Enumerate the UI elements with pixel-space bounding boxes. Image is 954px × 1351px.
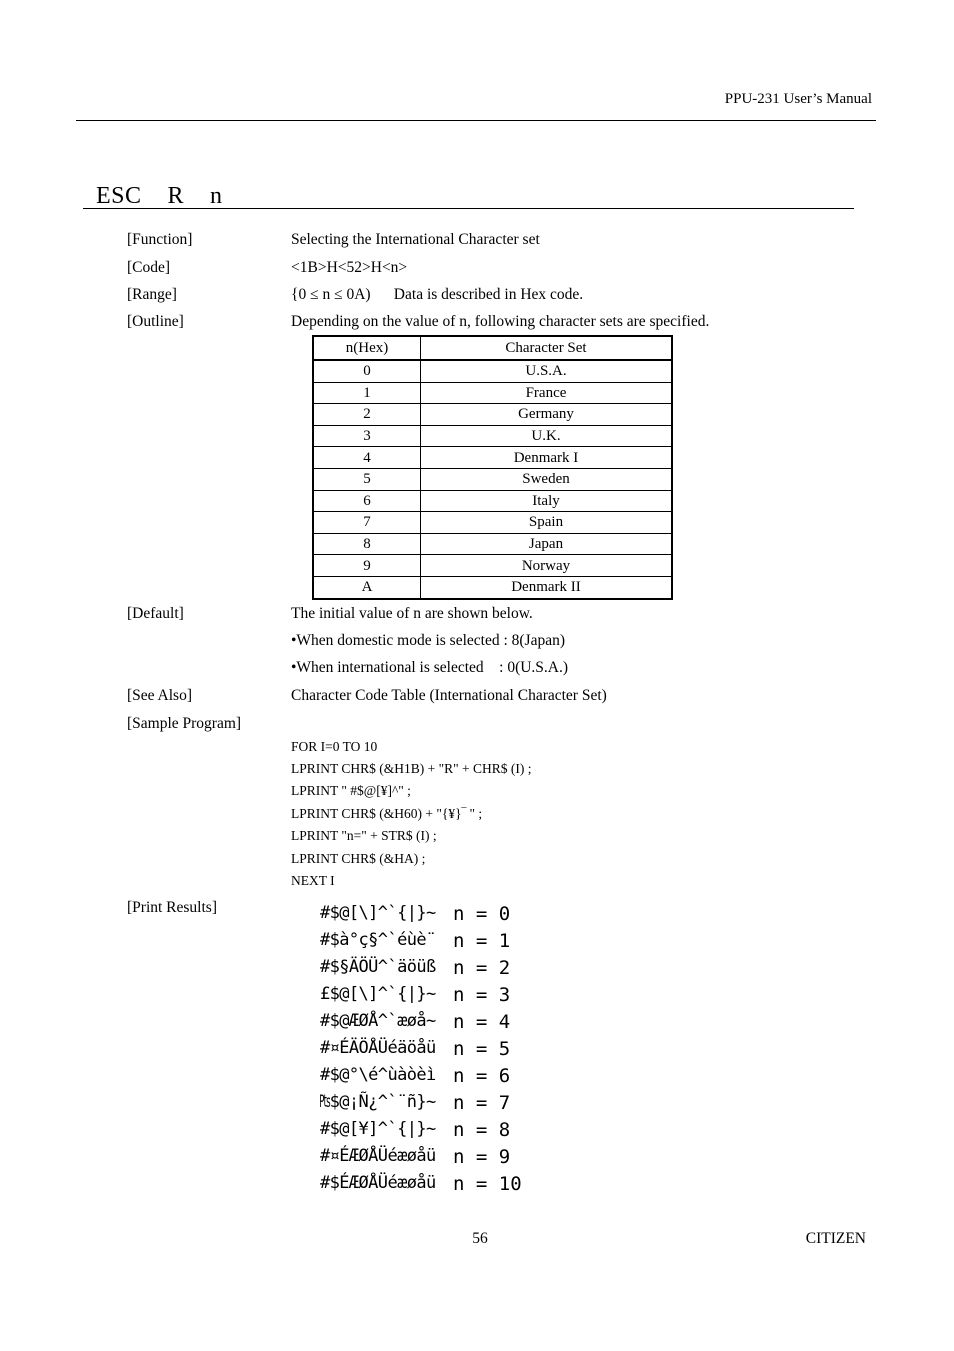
print-result-n: n = 7 <box>453 1092 511 1114</box>
table-cell-charset: Denmark II <box>421 576 673 598</box>
print-result-chars: #$@[\]^`{|}~ <box>320 903 436 923</box>
print-result-n: n = 6 <box>453 1065 511 1087</box>
table-cell-charset: U.K. <box>421 425 673 447</box>
charset-table <box>312 335 673 600</box>
table-cell-n: 4 <box>313 447 421 469</box>
print-result-n: n = 3 <box>453 984 511 1006</box>
footer-brand: CITIZEN <box>805 1230 866 1247</box>
table-row <box>313 447 672 469</box>
default-label: [Default] <box>127 605 184 622</box>
outline-label: [Outline] <box>127 313 184 330</box>
print-result-n: n = 9 <box>453 1146 511 1168</box>
table-cell-charset: Sweden <box>421 468 673 490</box>
table-cell-charset: France <box>421 382 673 404</box>
table-header-charset: Character Set <box>421 336 673 360</box>
table-cell-n: 3 <box>313 425 421 447</box>
sample-program-label: [Sample Program] <box>127 715 242 732</box>
table-row <box>313 533 672 555</box>
print-result-n: n = 0 <box>453 903 511 925</box>
see-also-value: Character Code Table (International Character Set) <box>291 687 607 704</box>
table-cell-n: A <box>313 576 421 598</box>
table-header-n: n(Hex) <box>313 336 421 360</box>
print-results-label: [Print Results] <box>127 899 217 916</box>
code-line: LPRINT CHR$ (&H1B) + "R" + CHR$ (I) ; <box>291 761 532 776</box>
range-value: {0 ≤ n ≤ 0A) Data is described in Hex code. <box>291 286 584 303</box>
see-also-label: [See Also] <box>127 687 193 704</box>
table-header-row <box>313 336 672 360</box>
function-label: [Function] <box>127 231 193 248</box>
print-result-chars: #$à°ç§^`éùè¨ <box>320 930 436 950</box>
table-row <box>313 360 672 382</box>
table-cell-n: 8 <box>313 533 421 555</box>
code-line: NEXT I <box>291 873 335 888</box>
table-cell-charset: Spain <box>421 512 673 534</box>
command-title: ESC R n <box>96 183 223 209</box>
print-result-n: n = 8 <box>453 1119 511 1141</box>
print-result-n: n = 4 <box>453 1011 511 1033</box>
print-result-chars: #$§ÄÖÜ^`äöüß <box>320 957 436 977</box>
table-row <box>313 490 672 512</box>
print-result-chars: £$@[\]^`{|}~ <box>320 984 436 1004</box>
print-result-n: n = 5 <box>453 1038 511 1060</box>
table-cell-charset: Denmark I <box>421 447 673 469</box>
default-value: The initial value of n are shown below. <box>291 605 533 622</box>
table-cell-charset: Japan <box>421 533 673 555</box>
print-result-chars: #$@[¥]^`{|}~ <box>320 1119 436 1139</box>
function-value: Selecting the International Character set <box>291 231 540 248</box>
table-row <box>313 382 672 404</box>
code-line: LPRINT " #$@[¥]^" ; <box>291 783 411 798</box>
table-cell-n: 6 <box>313 490 421 512</box>
code-line: LPRINT CHR$ (&HA) ; <box>291 851 426 866</box>
code-line: LPRINT "n=" + STR$ (I) ; <box>291 828 437 843</box>
table-cell-charset: U.S.A. <box>421 360 673 382</box>
print-result-chars: ₧$@¡Ñ¿^`¨ñ}~ <box>320 1092 436 1112</box>
default-international-line: •When international is selected : 0(U.S.A.) <box>291 659 569 676</box>
print-result-chars: #¤ÉÆØÅÜéæøåü <box>320 1146 436 1166</box>
print-result-chars: #¤ÉÄÖÅÜéäöåü <box>320 1038 436 1058</box>
print-result-n: n = 2 <box>453 957 511 979</box>
table-row <box>313 512 672 534</box>
code-value: <1B>H<52>H<n> <box>291 259 408 276</box>
table-cell-charset: Italy <box>421 490 673 512</box>
print-result-n: n = 1 <box>453 930 511 952</box>
default-domestic-line: •When domestic mode is selected : 8(Japan) <box>291 632 566 649</box>
code-label: [Code] <box>127 259 171 276</box>
print-result-chars: #$ÉÆØÅÜéæøåü <box>320 1173 436 1193</box>
range-label: [Range] <box>127 286 177 303</box>
table-cell-n: 7 <box>313 512 421 534</box>
print-result-n: n = 10 <box>453 1173 522 1195</box>
header-rule <box>76 120 876 121</box>
title-rule <box>83 208 854 209</box>
table-cell-n: 2 <box>313 404 421 426</box>
table-row <box>313 468 672 490</box>
table-row <box>313 555 672 577</box>
table-row <box>313 576 672 598</box>
code-line: FOR I=0 TO 10 <box>291 739 378 754</box>
table-cell-n: 1 <box>313 382 421 404</box>
code-line: LPRINT CHR$ (&H60) + "{¥}‾ " ; <box>291 806 483 821</box>
table-cell-n: 5 <box>313 468 421 490</box>
table-row <box>313 425 672 447</box>
table-cell-charset: Germany <box>421 404 673 426</box>
table-cell-charset: Norway <box>421 555 673 577</box>
table-row <box>313 404 672 426</box>
table-cell-n: 0 <box>313 360 421 382</box>
running-header: PPU-231 User’s Manual <box>724 91 872 107</box>
page-number: 56 <box>472 1230 488 1247</box>
print-result-chars: #$@°\é^ùàòèì <box>320 1065 436 1085</box>
print-result-chars: #$@ÆØÅ^`æøå~ <box>320 1011 436 1031</box>
outline-value: Depending on the value of n, following character sets are specified. <box>291 313 710 330</box>
table-cell-n: 9 <box>313 555 421 577</box>
